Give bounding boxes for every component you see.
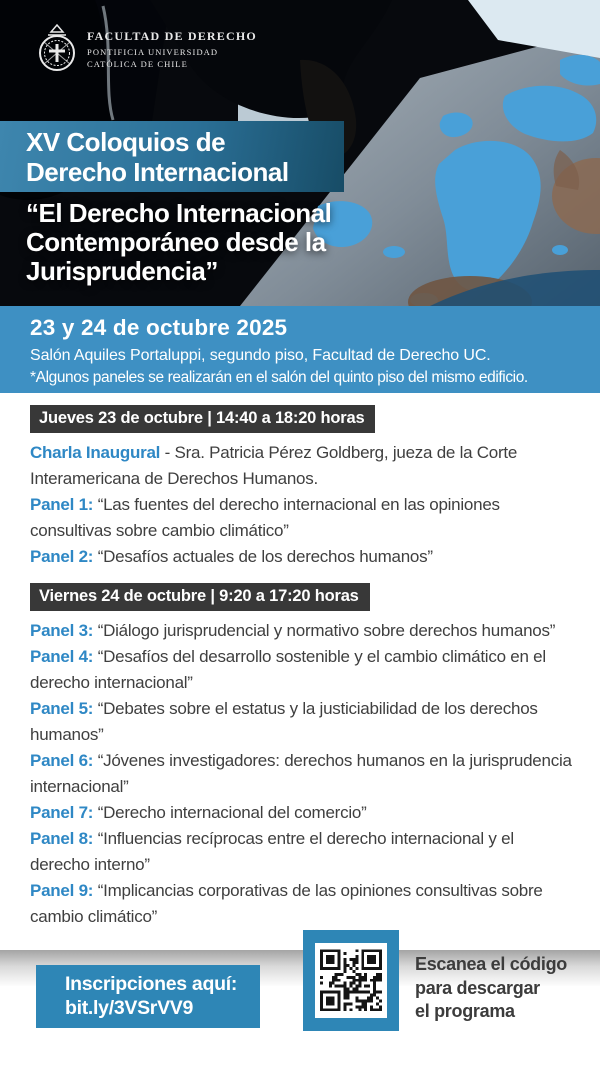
schedule-item <box>30 440 572 492</box>
qr-code <box>315 943 387 1018</box>
session-items-friday <box>30 618 572 930</box>
item-text: “Desafíos del desarrollo sostenible y el cambio climático en el derecho internacional” <box>30 647 546 692</box>
title-banner <box>0 121 344 192</box>
schedule-item <box>30 878 572 930</box>
item-label: Panel 6: <box>30 751 94 770</box>
item-label: Panel 8: <box>30 829 94 848</box>
org-name: FACULTAD DE DERECHO <box>87 29 257 43</box>
item-label: Panel 9: <box>30 881 94 900</box>
item-text: “Debates sobre el estatus y la justiciabilidad de los derechos humanos” <box>30 699 538 744</box>
item-label: Panel 1: <box>30 495 94 514</box>
org-sub1: PONTIFICIA UNIVERSIDAD <box>87 46 219 57</box>
university-logo <box>36 24 257 74</box>
item-text: - Sra. Patricia Pérez Goldberg, jueza de la Corte Interamericana de Derechos Humanos. <box>30 443 518 488</box>
event-venue: Salón Aquiles Portaluppi, segundo piso, Facultad de Derecho UC. <box>30 347 491 364</box>
session-items-thursday <box>30 440 572 570</box>
item-text: “Las fuentes del derecho internacional en las opiniones consultivas sobre cambio climático” <box>30 495 500 540</box>
schedule-item <box>30 826 572 878</box>
event-note: *Algunos paneles se realizarán en el salón del quinto piso del mismo edificio. <box>30 369 528 386</box>
item-text: “Implicancias corporativas de las opiniones consultivas sobre cambio climático” <box>30 881 543 926</box>
uc-crest-icon <box>36 24 78 74</box>
event-title-line2: Derecho Internacional <box>26 157 289 187</box>
inscription-label: Inscripciones aquí: <box>65 973 238 995</box>
schedule-item <box>30 544 572 570</box>
item-label: Panel 7: <box>30 803 94 822</box>
item-label: Panel 2: <box>30 547 94 566</box>
event-subtitle: “El Derecho Internacional Contemporáneo desde la Jurisprudencia” <box>26 198 332 286</box>
schedule-item <box>30 696 572 748</box>
item-text: “Influencias recíprocas entre el derecho internacional y el derecho interno” <box>30 829 514 874</box>
session-header-thursday: Jueves 23 de octubre | 14:40 a 18:20 horas <box>30 405 375 433</box>
schedule-item <box>30 800 572 826</box>
item-text: “Diálogo jurisprudencial y normativo sobre derechos humanos” <box>97 621 556 640</box>
inscription-button[interactable] <box>36 965 260 1028</box>
inscription-link: bit.ly/3VSrVV9 <box>65 997 194 1019</box>
item-label: Charla Inaugural <box>30 443 161 462</box>
item-label: Panel 3: <box>30 621 94 640</box>
schedule <box>0 393 600 943</box>
schedule-item <box>30 618 572 644</box>
event-title-line1: XV Coloquios de <box>26 127 226 157</box>
item-text: “Derecho internacional del comercio” <box>97 803 367 822</box>
item-label: Panel 5: <box>30 699 94 718</box>
qr-caption: Escanea el código para descargar el programa <box>415 954 567 1021</box>
schedule-item <box>30 644 572 696</box>
org-sub2: CATÓLICA DE CHILE <box>87 59 188 69</box>
event-info-bar <box>0 306 600 393</box>
qr-frame <box>303 930 399 1031</box>
item-text: “Jóvenes investigadores: derechos humanos en la jurisprudencia internacional” <box>30 751 572 796</box>
item-label: Panel 4: <box>30 647 94 666</box>
item-text: “Desafíos actuales de los derechos humanos” <box>97 547 433 566</box>
session-header-friday: Viernes 24 de octubre | 9:20 a 17:20 horas <box>30 583 370 611</box>
schedule-item <box>30 492 572 544</box>
schedule-item <box>30 748 572 800</box>
hero-header <box>0 0 600 306</box>
event-dates: 23 y 24 de octubre 2025 <box>30 315 288 340</box>
